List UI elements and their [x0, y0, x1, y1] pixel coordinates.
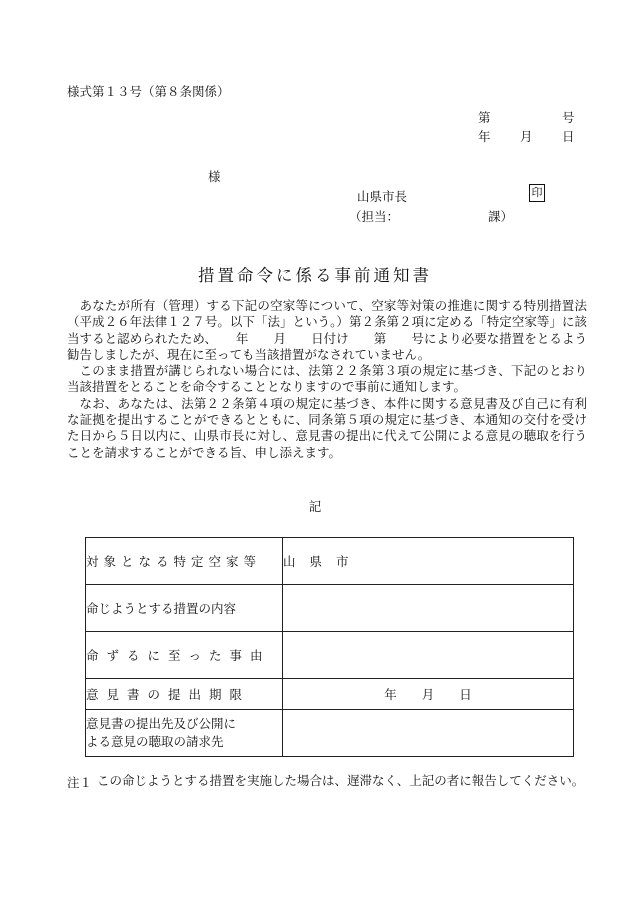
form-number-label: 様式第１３号（第８条関係） — [67, 84, 230, 99]
ki-heading: 記 — [308, 499, 322, 514]
date-day-label: 日 — [562, 129, 575, 144]
reason-value — [283, 632, 574, 679]
target-property-value: 山 県 市 — [283, 554, 354, 569]
table-row — [86, 632, 574, 679]
note-number: 注１ — [67, 775, 93, 790]
paragraph-order-notice: このまま措置が講じられない場合には、法第２２条第３項の規定に基づき、下記のとおり当該措置をとることを命令することとなりますので事前に通知します。 — [67, 363, 587, 395]
paragraph-hearing-rights: なお、あなたは、法第２２条第４項の規定に基づき、本件に関する意見書及び自己に有利な証拠を提出することができるとともに、同条第５項の規定に基づき、本通知の交付を受けた日から５日以内に、山県市長に対し、意見書の提出に代えて公開による意見の聴取を行うことを請求することができる旨、申し添えます。 — [67, 395, 587, 460]
note-text: この命じようとする措置を実施した場合は、遅滞なく、上記の者に報告してください。 — [97, 773, 585, 788]
paragraph-recommendation: あなたが所有（管理）する下記の空家等について、空家等対策の推進に関する特別措置法（平成２６年法律１２７号。以下「法」という。）第２条第２項に定める「特定空家等」に該当すると認められたため、 年 月 日付け 第 号により必要な措置をとるよう勧告しましたが、現在に至っても当該措置がなされていません。 — [67, 298, 587, 362]
document-title: 措置命令に係る事前通知書 — [198, 266, 432, 285]
date-year-label: 年 — [478, 129, 491, 144]
deadline-value: 年 月 日 — [283, 679, 574, 710]
submission-destination-label-line1: 意見書の提出先及び公開に — [86, 716, 237, 731]
table-row — [86, 585, 574, 632]
submission-destination-label-line2: よる意見の聴取の請求先 — [86, 734, 224, 749]
contact-department-suffix: 課） — [488, 209, 514, 224]
submission-destination-value — [283, 710, 574, 757]
deadline-label: 意見書の提出期限 — [86, 687, 251, 702]
recipient-honorific: 様 — [208, 169, 221, 184]
document-number-prefix: 第 — [478, 110, 491, 125]
measure-content-value — [283, 585, 574, 632]
notice-body — [67, 298, 587, 461]
reason-label: 命ずるに至った事由 — [86, 648, 271, 663]
seal-mark: 印 — [529, 184, 545, 202]
table-row — [86, 710, 574, 757]
table-row — [86, 538, 574, 585]
table-row — [86, 679, 574, 710]
contact-label: （担当： — [349, 209, 400, 224]
measure-content-label: 命じようとする措置の内容 — [86, 601, 237, 616]
order-details-table — [85, 537, 574, 757]
issuer-name: 山県市長 — [357, 189, 408, 204]
document-number-suffix: 号 — [562, 110, 575, 125]
target-property-label: 対象となる特定空家等 — [86, 554, 262, 569]
date-month-label: 月 — [520, 129, 533, 144]
